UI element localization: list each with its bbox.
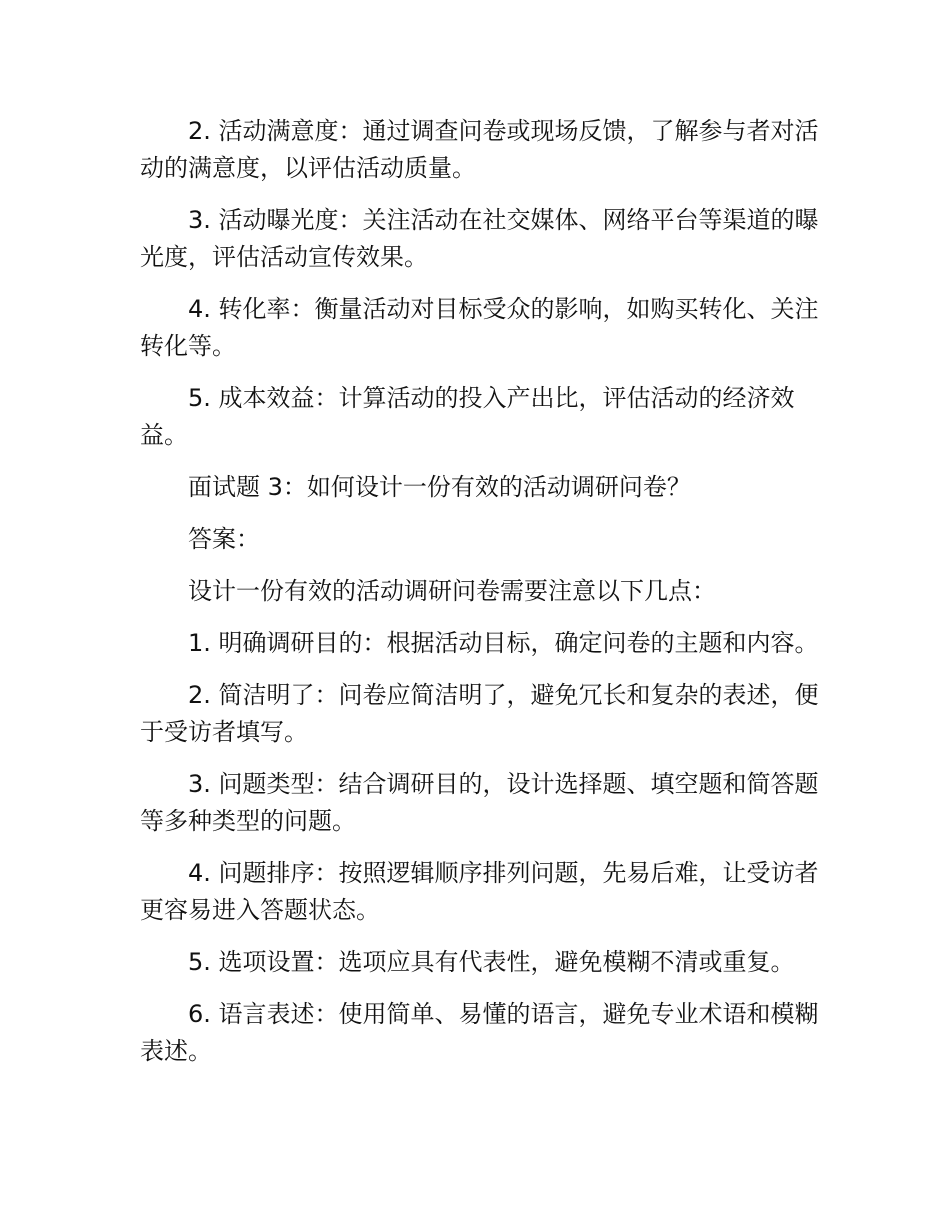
document-body [140, 113, 820, 1085]
answer-intro: 设计一份有效的活动调研问卷需要注意以下几点： [188, 577, 716, 605]
list-item-question-types: 3. 问题类型：结合调研目的，设计选择题、填空题和简答题等多种类型的问题。 [140, 770, 819, 835]
list-item-language: 6. 语言表述：使用简单、易懂的语言，避免专业术语和模糊表述。 [140, 1000, 819, 1065]
answer-label: 答案： [188, 525, 260, 553]
list-item-question-order: 4. 问题排序：按照逻辑顺序排列问题，先易后难，让受访者更容易进入答题状态。 [140, 859, 819, 924]
paragraph-metric-cost-benefit: 5. 成本效益：计算活动的投入产出比，评估活动的经济效益。 [140, 384, 795, 449]
paragraph-metric-exposure: 3. 活动曝光度：关注活动在社交媒体、网络平台等渠道的曝光度，评估活动宣传效果。 [140, 206, 819, 271]
paragraph-metric-satisfaction: 2. 活动满意度：通过调查问卷或现场反馈，了解参与者对活动的满意度，以评估活动质量。 [140, 117, 819, 182]
paragraph-metric-conversion: 4. 转化率：衡量活动对目标受众的影响，如购买转化、关注转化等。 [140, 295, 819, 360]
question-heading: 面试题 3：如何设计一份有效的活动调研问卷？ [188, 473, 691, 501]
list-item-purpose: 1. 明确调研目的：根据活动目标，确定问卷的主题和内容。 [188, 629, 819, 657]
list-item-concise: 2. 简洁明了：问卷应简洁明了，避免冗长和复杂的表述，便于受访者填写。 [140, 681, 819, 746]
list-item-options: 5. 选项设置：选项应具有代表性，避免模糊不清或重复。 [188, 948, 795, 976]
